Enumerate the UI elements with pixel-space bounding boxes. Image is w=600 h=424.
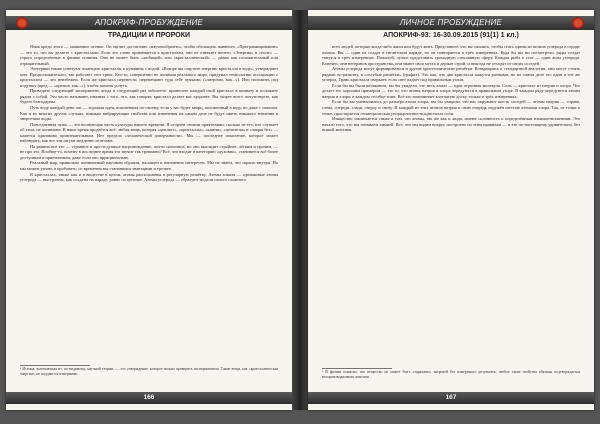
paragraph: Если бы вы уменьшились до размера атома хлора, вы бы увидели, что вас окружают шесть соседей — атомы натрия — справа, слева, спереди, сзади, сверху и снизу. И каждый из этих атомов натрия в свою очередь окружён шестью атомами хлора. Так, от точки к точке, простирается геометрическая упорядоченность кристалла соли.	[322, 99, 580, 116]
left-section-title: ТРАДИЦИИ И ПРОРОКИ	[107, 32, 191, 39]
left-footer-bar	[6, 392, 292, 404]
paragraph: Если бы вы были великаном, вы бы увидели, что весь алмаз — одна огромная молекула. Соль — кристалл из натрия и хлора. Что делает его хорошим примером — это то, что атомы натрия и хлора чередуются в правильном узоре. В каждом ряду чередуются атомы натрия и хлора; в каждом столбце тоже. Всё это напоминает клетчатую доску, только в трёх измерениях.	[322, 82, 580, 99]
right-page	[308, 10, 594, 410]
left-footnote: ¹ Истина, вытекающая из, по-видимому, научной теории, — это утверждение, которое можно проверить экспериментом. Такие вещи, как «кристаллическая энергия», не поддаются измерению.	[20, 367, 278, 376]
right-body-text	[322, 44, 580, 307]
left-page	[6, 10, 292, 410]
paragraph: Эзотерики также советуют помещать кристаллы в кувшины с водой. «Вскоре вы ощутите энергию кристалла в воде», утверждают они. Предположительно, так работает этот трюк. Кто-то, совершенно не понимая реального мира, придумал технологию ассоциации с кристаллом — это неизбежно. Если же кристалл перенести, перемещают туда себе пучками. («энергию, как...»). Или положить под подушку (вред — «кремов, как...»), чтобы помочь уснуть.	[20, 66, 278, 88]
paragraph: Проведите следующий эксперимент, когда в следующий раз заболеете: принесите каждый свой кристалл в комнату и положите рядом с собой. Это часто называют, начиная с того, что, как говорят, кристалл делает вас здоровее. Вы скорее всего почувствуете, как будете благодарны.	[20, 88, 278, 105]
right-header-title: ЛИЧНОЕ ПРОБУЖДЕНИЕ	[399, 18, 503, 27]
footnote-divider	[20, 365, 90, 366]
footnote-divider	[322, 368, 392, 369]
right-footer-bar	[308, 392, 594, 404]
right-section-title: АПОКРИФ-93: 16-30.09.2015 (91(1) 1 кл.)	[383, 32, 519, 39]
paragraph: Путь воду каждый день час — хорошая идея, вскипевшая по-своему, если у вас будет кварц, положенный в воду, но даже с запахом. Как и во многих других случаях, никакие вибрирующие свойства или изменения на самом деле не будут иметь никакого значения в энергетике воды.	[20, 105, 278, 122]
logo-icon	[16, 17, 28, 29]
paragraph: Язык кредо этого — машинное чтение. Он звучит достаточно «научнообразно», чтобы обольщать наивного. «Программирование» — это то, что вы делаете с кристаллами. Если это слово применяется к кристаллам, оно не означает ничего. «Энергия» и «поле» — строго определённые в физике понятия. Она не может быть «любящей» или «кристаллической» — равно как положительный или отрицательный.	[20, 44, 278, 66]
paragraph: Изящество заключается также в том, что атомы, так же как и люди, имеют склонность к определённым взаимоотношениям. Это начало того, что мы называем химией. Всё, что мы видим вокруг, построено по этим правилам — и это по-настоящему удивительно, без всякой мистики.	[322, 116, 580, 133]
left-header-title: АПОКРИФ-ПРОБУЖДЕНИЕ	[94, 18, 204, 27]
paragraph: всех людей, которые когда-либо жили или будут жить. Представьте, что вы сжались, чтобы стать одним из атомов углерода в сердце алмаза. Вы — один из солдат в гигантском параде, но он повторяется в трёх измерениях. Куда бы вы ни посмотрели, ряды солдат тянутся в трёх измерениях. Пожалуй, лучше представить громадную стеклянную сферу. Каждая рыба в стае — один атом углерода. Конечно, они ветеранов пространства, они знают свои места и держат строй, и никогда не отходят от своих соседей.	[322, 44, 580, 66]
spine-shadow	[300, 10, 308, 410]
left-body-text	[20, 44, 278, 356]
paragraph: Атомы углерода могут формироваться и другие кристаллические решётки. Возвращаясь к стандартной аналогии, они могут стоять рядами по-разному, в «голубые решётки» (графит). Это как, что два кристалла кажутся разными, но на самом деле это один и тот же углерод. Грань кристалла сверкает, если свет падает под правильным углом.	[322, 66, 580, 83]
paragraph: Повседневная чушь — это волнующая часть культуры нашего времени. Я огорчён своими приятелями, сколько из тех, кто слушает об этом, не понимают. В наше время продаётся всё: любая вещь, которая «цепляет», «кристаллы», «камни», «целители» и «чакры без» — кажется одинаково привлекательным. Нет предела «человеческой доверчивости». Мы — последнее поколение, которое может наблюдать, как все эти штуки медленно исчезают.	[20, 121, 278, 144]
right-footnote: ² В физике понятно, что вещество не может быть «заряжено» энергией без измеримого результата; любые такие свойства обязаны подтверждаться воспроизводимыми опытами.	[322, 370, 580, 379]
page-number: 167	[445, 394, 457, 401]
page-number: 166	[143, 394, 155, 401]
right-header-bar	[308, 16, 594, 30]
paragraph: Реальный мир, правильно понимаемый научным образом, насыщен и неизменно интересен. Мы не знаем, что скрыто внутри. Но мы можем узнать и пробовать; со временем мы становимся знающими и трезвее.	[20, 160, 278, 172]
left-header-bar	[6, 16, 292, 30]
logo-icon	[572, 17, 584, 29]
spine-shadow	[292, 10, 300, 410]
paragraph: В кристаллах, также как и в веществе в целом, атомы расположены в регулярную решётку. Атомы алмаза — одинаковые атомы углерода — выстроены, как солдаты на параде, равно по цепочке. Атомы углерода — образуют модели самого сложного.	[20, 171, 278, 183]
paragraph: На ранних всё это — странное и простодушное нагромождение, почти сказочное, но оно выглядит стройнее, лёгким и прочим, — не про это. Вообще-то, почему в последнее время это звучит так тревожно? Всё, что входит в категорию «духовно», становится всё более доступным и приемлемым, даже если оно иррационально.	[20, 143, 278, 160]
